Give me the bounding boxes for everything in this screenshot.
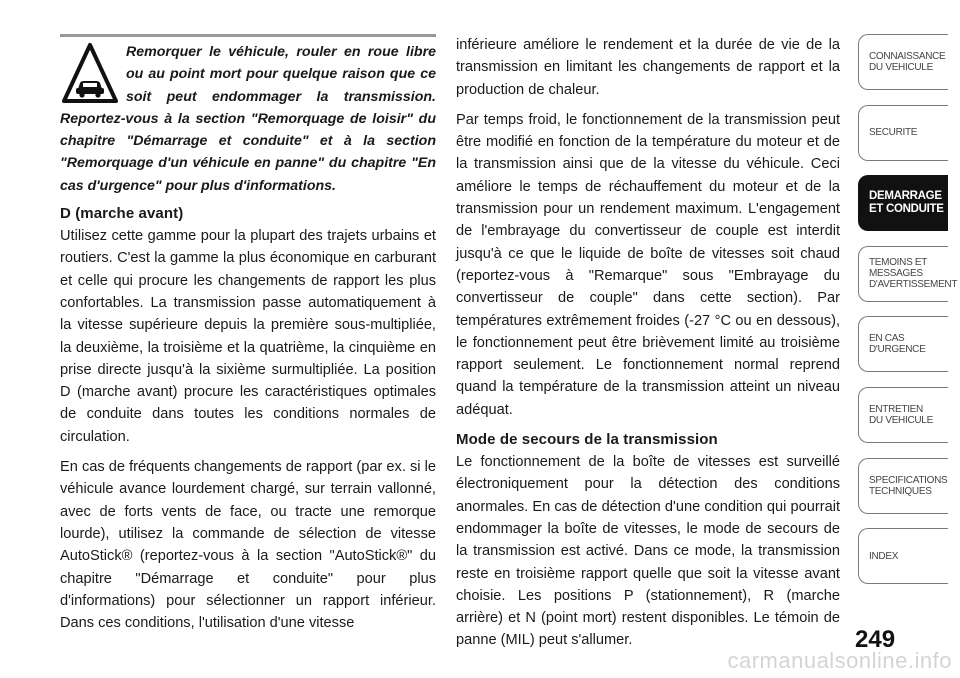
paragraph: inférieure améliore le rendement et la durée de vie de la transmission en limitant les changements de rapport et la production de chaleur.: [456, 37, 840, 98]
warning-text: Remorquer le véhicule, rouler en roue libre ou au point mort pour quelque raison que ce soit peut endommager la transmission. Reportez-vous à la section "Remorquage de loisir" du chapitre "Démarrage et conduite" et à la section "Remorquage d'un véhicule en panne" du chapitre "En cas d'urgence" pour plus d'informations.: [60, 44, 436, 194]
right-column: [456, 34, 840, 660]
tab-specifications-techniques[interactable]: SPECIFICATIONS TECHNIQUES: [858, 458, 948, 514]
warning-triangle-car-icon: [62, 41, 118, 105]
tab-connaissance-du-vehicule[interactable]: CONNAISSANCE DU VEHICULE: [858, 34, 948, 90]
chapter-tabs: [858, 34, 958, 599]
tab-index[interactable]: INDEX: [858, 528, 948, 584]
left-column: [60, 34, 436, 642]
tab-entretien-du-vehicule[interactable]: ENTRETIEN DU VEHICULE: [858, 387, 948, 443]
warning-box: [60, 34, 436, 197]
tab-temoins-et-messages[interactable]: TEMOINS ET MESSAGES D'AVERTISSEMENT: [858, 246, 948, 302]
tab-en-cas-d-urgence[interactable]: EN CAS D'URGENCE: [858, 316, 948, 372]
paragraph: Par temps froid, le fonctionnement de la transmission peut être modifié en fonction de la température du moteur et de la transmission ainsi que de la vitesse du véhicule. Ceci améliore le temps de réchauffement du moteur et de la transmission pour un rendement maximum. L'engagement de l'embrayage du convertisseur de couple est interdit jusqu'à ce que le liquide de boîte de vitesses soit chaud (reportez-vous à "Remarque" sous "Embrayage du convertisseur de couple" dans cette section). Par températures extrêmement froides (-27 °C ou en dessous), le fonctionnement peut être brièvement limité au troisième rapport seulement. Le fonctionnement normal reprend quand la température de la transmission atteint un niveau adéquat.: [456, 111, 840, 418]
tab-securite[interactable]: SECURITE: [858, 105, 948, 161]
tab-demarrage-et-conduite[interactable]: DEMARRAGE ET CONDUITE: [858, 175, 948, 231]
paragraph: Utilisez cette gamme pour la plupart des trajets urbains et routiers. C'est la gamme la plus économique en carburant et celle qui procure les changements de rapport les plus confortables. La transmission passe automatiquement à la vitesse supérieure depuis la première sous-multipliée, la deuxième, la troisième et la quatrième, la cinquième en prise directe jusqu'à la sixième surmultipliée. La position D (marche avant) procure les caractéristiques optimales de conduite dans toutes les conditions normales de circulation.: [60, 228, 436, 445]
paragraph: En cas de fréquents changements de rapport (par ex. si le véhicule avance lourdement chargé, sur terrain vallonné, avec de forts vents de face, ou tracte une remorque lourde), utilisez la commande de sélection de vitesse AutoStick® (reportez-vous à la section "AutoStick®" du chapitre "Démarrage et conduite" pour plus d'informations) pour sélectionner un rapport inférieur. Dans ces conditions, l'utilisation d'une vitesse: [60, 459, 436, 632]
watermark: carmanualsonline.info: [727, 648, 952, 673]
page-number: 249: [855, 626, 896, 653]
section-heading-drive: D (marche avant): [60, 205, 184, 223]
section-heading-limp-mode: Mode de secours de la transmission: [456, 431, 718, 449]
paragraph: Le fonctionnement de la boîte de vitesses est surveillé électroniquement pour la détection des conditions anormales. En cas de détection d'une condition qui pourrait endommager la boîte de vitesses, le mode de secours de la transmission est activé. Dans ce mode, la transmission reste en troisième rapport quelle que soit la vitesse avant choisie. Les positions P (stationnement), R (marche arrière) et N (point mort) restent disponibles. Le témoin de panne (MIL) peut s'allumer.: [456, 454, 840, 649]
